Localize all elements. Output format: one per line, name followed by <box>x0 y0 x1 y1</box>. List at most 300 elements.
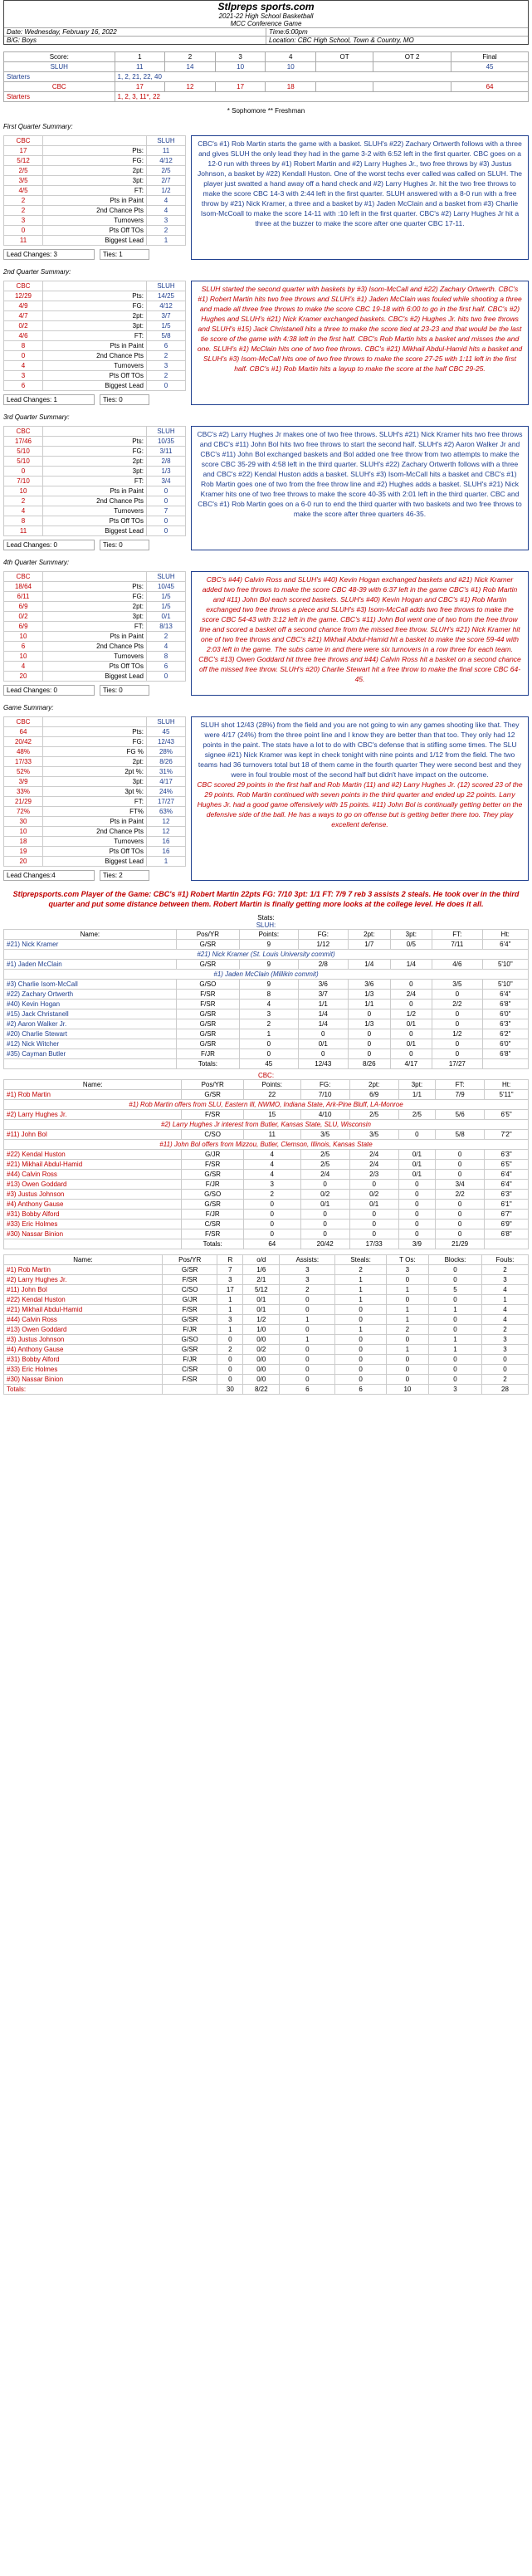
player-name: #22) Kendal Huston <box>4 1295 163 1305</box>
stat-cell: 1 <box>280 1335 335 1345</box>
game-header <box>3 0 529 45</box>
cbc-value: 2 <box>4 496 43 506</box>
stat-cell: G/SR <box>176 1029 239 1039</box>
quarter-row <box>4 381 186 391</box>
stat-cell: F/JR <box>176 1049 239 1059</box>
stat-label: Turnovers <box>43 652 147 662</box>
table-row <box>4 1009 529 1019</box>
quarter-row <box>4 196 186 206</box>
table-row <box>4 1315 529 1325</box>
quarter-row <box>4 777 186 787</box>
stat-cell: 0 <box>429 1355 482 1365</box>
quarter-row <box>4 622 186 632</box>
stat-cell: F/SR <box>162 1375 217 1385</box>
quarter-row <box>4 136 186 146</box>
sluh-value: SLUH <box>147 281 186 291</box>
lead-ties-row <box>3 685 186 696</box>
stats-header: FT: <box>432 930 483 940</box>
player-name: #21) Mikhail Abdul-Hamid <box>4 1160 182 1170</box>
stat-cell: 4 <box>243 1160 300 1170</box>
cbc-value: 10 <box>4 827 43 837</box>
stat-label: Pts in Paint <box>43 341 147 351</box>
stat-label <box>43 572 147 582</box>
stat-cell: 0/1 <box>398 1170 435 1180</box>
stat-cell: 0 <box>280 1295 335 1305</box>
stat-cell: G/SO <box>182 1190 244 1200</box>
quarter-row <box>4 847 186 857</box>
quarter-row <box>4 321 186 331</box>
stat-cell: F/SR <box>182 1160 244 1170</box>
quarter-row <box>4 662 186 672</box>
stat-cell: 0/1 <box>398 1160 435 1170</box>
stat-cell: F/JR <box>162 1355 217 1365</box>
stat-cell: 0 <box>349 1210 398 1220</box>
player-of-game: Stlprepsports.com Player of the Game: CBC's #1) Robert Martin 22pts FG: 7/10 3pt: 1/1 FT: 7/9 7 reb 3 assists 2 steals. He took over in the third quarter and put some distance between them. Robert Martin is finally getting more looks at the college level. He does it all. <box>12 890 520 908</box>
stat-label: Biggest Lead <box>43 381 147 391</box>
stat-cell: 0/1 <box>298 1039 349 1049</box>
stat-cell: 0 <box>335 1335 386 1345</box>
quarter-stats <box>3 135 186 260</box>
quarter-block <box>3 716 529 881</box>
cbc-value: CBC <box>4 572 43 582</box>
location-label: Location: CBC High School, Town & Country, MO <box>269 37 414 44</box>
player-name: #22) Kendal Huston <box>4 1150 182 1160</box>
stat-cell: 0 <box>217 1355 243 1365</box>
cbc-value: 21/29 <box>4 797 43 807</box>
quarter-recap <box>191 426 529 550</box>
stat-cell: 9 <box>240 960 298 970</box>
stat-cell: 3 <box>481 1335 528 1345</box>
stat-cell: 3 <box>481 1275 528 1285</box>
commit-note: #21) Nick Kramer (St. Louis University commit) <box>4 950 529 960</box>
table-row <box>4 1210 529 1220</box>
table-row <box>4 1335 529 1345</box>
sluh-value: 17/27 <box>147 797 186 807</box>
stat-cell <box>162 1385 217 1395</box>
totals-label: Totals: <box>182 1239 244 1249</box>
table-row <box>4 1110 529 1120</box>
stat-label: 2pt: <box>43 311 147 321</box>
stat-label <box>43 281 147 291</box>
table-row <box>4 1150 529 1160</box>
cbc-value: 2/5 <box>4 166 43 176</box>
table-row <box>4 1190 529 1200</box>
sluh-value: 0 <box>147 496 186 506</box>
stat-cell: 0 <box>398 1200 435 1210</box>
sluh-value: 28% <box>147 747 186 757</box>
stat-cell: G/SR <box>176 940 239 950</box>
stats-header: FG: <box>298 930 349 940</box>
stat-cell: 7/9 <box>436 1090 485 1100</box>
stat-label: Biggest Lead <box>43 526 147 536</box>
stat-cell: 0 <box>432 1019 483 1029</box>
stat-cell: 7/10 <box>300 1090 349 1100</box>
stat-cell: 6'7" <box>485 1210 529 1220</box>
score-cell: 64 <box>451 82 529 92</box>
stat-label: Pts in Paint <box>43 817 147 827</box>
stat-cell: 1 <box>386 1285 428 1295</box>
quarter-row <box>4 602 186 612</box>
stat-cell: 6'3" <box>485 1150 529 1160</box>
stats-header: FT: <box>436 1080 485 1090</box>
stat-cell: 6'5" <box>485 1160 529 1170</box>
quarter-row <box>4 797 186 807</box>
time-label: Time:6:00pm <box>269 28 308 36</box>
stat-cell: 0 <box>280 1375 335 1385</box>
table-row <box>4 1130 529 1140</box>
cbc-value: 4/9 <box>4 301 43 311</box>
table-row <box>4 1170 529 1180</box>
quarter-block <box>3 426 529 550</box>
lead-changes: Lead Changes: 3 <box>3 249 95 260</box>
quarter-row <box>4 351 186 361</box>
stat-cell: 0/0 <box>243 1335 280 1345</box>
score-cell: 10 <box>266 62 316 72</box>
score-cell: Final <box>451 52 529 62</box>
score-cell: 17 <box>215 82 266 92</box>
stat-cell: 0 <box>398 1130 435 1140</box>
stat-cell: 3 <box>429 1385 482 1395</box>
cbc-value: CBC <box>4 427 43 437</box>
player-name: #11) John Bol <box>4 1130 182 1140</box>
stats-header: 2pt: <box>349 1080 398 1090</box>
stat-cell: 2/5 <box>300 1150 349 1160</box>
stat-cell: 0 <box>398 1229 435 1239</box>
quarter-row <box>4 226 186 236</box>
stat-cell: 0 <box>217 1375 243 1385</box>
stat-cell: 0/1 <box>390 1019 432 1029</box>
stat-cell: 0 <box>436 1220 485 1229</box>
player-name: #30) Nassar Binion <box>4 1229 182 1239</box>
stat-label: Pts in Paint <box>43 632 147 642</box>
quarter-block <box>3 571 529 696</box>
stat-cell: 0 <box>349 1220 398 1229</box>
table-row <box>4 980 529 990</box>
stat-cell: F/JR <box>182 1180 244 1190</box>
stat-cell: 6'4" <box>485 1180 529 1190</box>
quarter-row <box>4 156 186 166</box>
recap-text: CBC's #44) Calvin Ross and SLUH's #40) Kevin Hogan exchanged baskets and #21) Nick Kramer added two free throws to make the score CBC 48-39 with 6:37 left in the game CBC's #1) Rob Martin and #11) John Bol each scored baskets. SLUH's #40) Kevin Hogan and CBC's #1) Rob Martin exchanged two free throws a piece and SLUH's #3) Isom-McCall adds two free throws to make the score CBC 54-43 with 3:12 left in the game. CBC's #11) John Bol went one of two from the free throw line and scored a basket off a second chance from the missed free throw. SLUH's #21) Nick Kramer hit one of two free throws and CBC's #21) Mikhail Abdul-Hamid hit a basket to make the score 59-44 with 2:03 left in the game. The subs came in and there were six turnovers in a row three for each team. CBC's #13) Owen Goddard hit three free throws and #44) Calvin Ross hit a basket on a second chance off the missed free throw. SLUH's #20) Charlie Stewart hit a free throw to make the final score CBC 64-45. <box>198 575 521 683</box>
stat-cell: 22 <box>243 1090 300 1100</box>
stat-cell: 21/29 <box>436 1239 485 1249</box>
table-row <box>4 1385 529 1395</box>
score-cell: Score: <box>4 52 115 62</box>
score-cell: OT <box>316 52 373 62</box>
score-cell: 3 <box>215 52 266 62</box>
stat-cell: 0 <box>429 1325 482 1335</box>
lead-changes: Lead Changes: 0 <box>3 685 95 696</box>
quarter-table <box>3 281 186 391</box>
stat-cell: 15 <box>243 1110 300 1120</box>
quarter-recap <box>191 571 529 696</box>
recap-text: CBC's #1) Rob Martin starts the game with a basket. SLUH's #22) Zachary Ortwerth follows with a three and gives SLUH the only lead they had in the game 3-2 with 6:52 left in the first quarter. CBC goes on a 12-0 run with threes by #1) Robert Martin and #2) Larry Hughes Jr., two free throws by #3) Justus Johnson, a basket by #22) Kendall Huston. One of the worst techs ever called was called on SLUH. The player just swatted a hand away off a hand check and #2) Larry Hughes Jr. hit the two free throws to make the score CBC 14-3 with 2:44 left in the first quarter. SLUH answered with a 8-0 run with a free throw by #21) Nick Kramer, a three and a basket by #1) Jaden McClain and a basket from #3) Charlie Isom-McCoall to make the score 14-11 with :10 left in the first quarter. CBC's #2) Larry Hughes Jr hit a three at the buzzer to make the score after one quarter CBC 17-11. <box>197 139 523 227</box>
stat-cell: 0 <box>217 1335 243 1345</box>
cbc-value: 10 <box>4 486 43 496</box>
score-cell: 45 <box>451 62 529 72</box>
stat-cell: 0/5 <box>390 940 432 950</box>
stats-header: 2pt: <box>349 930 391 940</box>
stat-cell: 5'11" <box>485 1090 529 1100</box>
score-cell: 14 <box>165 62 216 72</box>
sluh-value: 8 <box>147 652 186 662</box>
stat-cell: 0/1 <box>243 1305 280 1315</box>
stat-cell: 3/5 <box>349 1130 398 1140</box>
cbc-value: 17/33 <box>4 757 43 767</box>
player-name: #4) Anthony Gause <box>4 1345 163 1355</box>
quarter-row <box>4 652 186 662</box>
stat-cell: 6 <box>335 1385 386 1395</box>
stat-cell: 0 <box>335 1315 386 1325</box>
stat-cell: 1/4 <box>390 960 432 970</box>
sluh-value: 1/3 <box>147 467 186 477</box>
stat-cell: 2 <box>280 1285 335 1295</box>
table-row <box>4 1200 529 1210</box>
stat-cell: 5'10" <box>482 980 528 990</box>
table-row <box>4 1285 529 1295</box>
quarter-row <box>4 727 186 737</box>
table-row <box>4 1160 529 1170</box>
score-cell: 11 <box>115 62 165 72</box>
quarter-recap <box>191 135 529 260</box>
stat-label: FT% <box>43 807 147 817</box>
sluh-value: 4/12 <box>147 301 186 311</box>
stats-header: R <box>217 1255 243 1265</box>
stat-cell: 0 <box>335 1355 386 1365</box>
stat-cell: 2/1 <box>243 1275 280 1285</box>
quarter-row <box>4 807 186 817</box>
stat-cell: 5 <box>429 1285 482 1295</box>
stats-header: 3pt: <box>398 1080 435 1090</box>
stat-cell: 1/2 <box>243 1315 280 1325</box>
player-name: #31) Bobby Alford <box>4 1210 182 1220</box>
stat-cell: 2/5 <box>398 1110 435 1120</box>
player-name: #3) Charlie Isom-McCall <box>4 980 177 990</box>
stat-cell: 5/12 <box>243 1285 280 1295</box>
stats-header-row <box>4 1255 529 1265</box>
table-row <box>4 960 529 970</box>
stat-cell: 1/4 <box>298 1009 349 1019</box>
table-row <box>4 1039 529 1049</box>
stat-cell: 0 <box>240 1049 298 1059</box>
stat-label: 3pt: <box>43 777 147 787</box>
stat-cell: 6'8" <box>482 1000 528 1009</box>
quarter-row <box>4 447 186 457</box>
stat-cell: 1 <box>429 1305 482 1315</box>
stats-header: o/d <box>243 1255 280 1265</box>
stat-cell: 0 <box>432 990 483 1000</box>
stat-cell: 0 <box>390 1000 432 1009</box>
stat-cell: 1 <box>429 1335 482 1345</box>
stat-label: Turnovers <box>43 361 147 371</box>
sluh-value: 0 <box>147 526 186 536</box>
stat-cell: 4/10 <box>300 1110 349 1120</box>
stat-cell: 1 <box>335 1325 386 1335</box>
stat-cell: 0 <box>280 1355 335 1365</box>
quarter-row <box>4 166 186 176</box>
quarter-row <box>4 572 186 582</box>
sluh-value: 14/25 <box>147 291 186 301</box>
table-row <box>4 1059 529 1069</box>
stat-label: 2pt %: <box>43 767 147 777</box>
stat-cell: 7'2" <box>485 1130 529 1140</box>
stat-cell <box>4 1239 182 1249</box>
cbc-value: 64 <box>4 727 43 737</box>
stat-cell: G/SR <box>176 1039 239 1049</box>
stat-cell: 9 <box>240 940 298 950</box>
player-name: #44) Calvin Ross <box>4 1315 163 1325</box>
stat-cell: 64 <box>243 1239 300 1249</box>
stat-cell: 1/12 <box>298 940 349 950</box>
player-name: #33) Eric Holmes <box>4 1365 163 1375</box>
player-name: #20) Charlie Stewart <box>4 1029 177 1039</box>
table-row <box>4 1000 529 1009</box>
stat-cell: 2 <box>243 1190 300 1200</box>
stat-cell: C/SO <box>182 1130 244 1140</box>
stat-label: FG: <box>43 156 147 166</box>
cbc-value: 6 <box>4 381 43 391</box>
sluh-value: 11 <box>147 146 186 156</box>
stat-cell: 4 <box>243 1170 300 1180</box>
cbc-value: 10 <box>4 632 43 642</box>
stat-cell: 0/2 <box>300 1190 349 1200</box>
table-row <box>4 1239 529 1249</box>
quarter-row <box>4 592 186 602</box>
stat-cell: 3/5 <box>300 1130 349 1140</box>
stat-label: Turnovers <box>43 216 147 226</box>
stats-header: Pos/YR <box>162 1255 217 1265</box>
sluh-value: 1 <box>147 236 186 246</box>
sluh-value: 0 <box>147 672 186 682</box>
stats-header: FG: <box>300 1080 349 1090</box>
stat-cell: 1 <box>335 1275 386 1285</box>
quarter-row <box>4 857 186 867</box>
stat-cell: 0 <box>390 980 432 990</box>
cbc-value: CBC <box>4 281 43 291</box>
cbc-value: 0 <box>4 226 43 236</box>
stat-cell: 9 <box>240 980 298 990</box>
stat-cell: 0 <box>217 1365 243 1375</box>
stats-header: Name: <box>4 1080 182 1090</box>
table-row <box>4 1305 529 1315</box>
stat-cell: 0/1 <box>349 1200 398 1210</box>
player-name: #1) Rob Martin <box>4 1090 182 1100</box>
stat-cell: 1/4 <box>298 1019 349 1029</box>
stat-label: 3pt: <box>43 612 147 622</box>
quarter-table <box>3 426 186 536</box>
stat-cell <box>482 1059 528 1069</box>
cbc-value: 52% <box>4 767 43 777</box>
stat-cell: 2/2 <box>436 1190 485 1200</box>
stat-cell: 28 <box>481 1385 528 1395</box>
stats-header: T Os: <box>386 1255 428 1265</box>
sluh-value: 1/5 <box>147 602 186 612</box>
cbc-value: 3/5 <box>4 176 43 186</box>
stat-cell: 0/2 <box>349 1190 398 1200</box>
commit-note: #1) Rob Martin offers from SLU, Eastern Ill, NWMO, Indiana State, Ark-Pine Bluff, LA-Monroe <box>4 1100 529 1110</box>
sluh-value: 2 <box>147 351 186 361</box>
stat-cell: 17/27 <box>432 1059 483 1069</box>
table-row <box>4 1345 529 1355</box>
stat-cell: 1 <box>335 1295 386 1305</box>
sluh-value: 8/26 <box>147 757 186 767</box>
stat-label: Pts Off TOs <box>43 516 147 526</box>
cbc-value: 7/10 <box>4 477 43 486</box>
stat-label: Pts: <box>43 146 147 156</box>
cbc-value: 48% <box>4 747 43 757</box>
stat-cell: 2/8 <box>298 960 349 970</box>
class-legend: * Sophomore ** Freshman <box>227 107 305 115</box>
stat-cell: 0 <box>436 1150 485 1160</box>
ties: Ties: 2 <box>100 870 149 881</box>
quarter-stats <box>3 571 186 696</box>
sluh-value: 4/17 <box>147 777 186 787</box>
ties: Ties: 0 <box>100 540 149 550</box>
stat-label: FT: <box>43 331 147 341</box>
stat-cell: 3/7 <box>298 990 349 1000</box>
cbc-rebound-table <box>3 1254 529 1395</box>
quarter-row <box>4 371 186 381</box>
cbc-value: 8 <box>4 516 43 526</box>
score-cell: 4 <box>266 52 316 62</box>
player-name: #3) Justus Johnson <box>4 1335 163 1345</box>
sluh-value: 12 <box>147 817 186 827</box>
stat-cell: 0 <box>386 1335 428 1345</box>
sluh-value: 1 <box>147 857 186 867</box>
sluh-value: 3/7 <box>147 311 186 321</box>
stat-cell: C/SR <box>162 1365 217 1375</box>
score-cell <box>316 62 373 72</box>
ties: Ties: 0 <box>100 685 149 696</box>
stat-cell: 0 <box>386 1365 428 1375</box>
quarter-row <box>4 526 186 536</box>
cbc-value: CBC <box>4 717 43 727</box>
player-name: #4) Anthony Gause <box>4 1200 182 1210</box>
cbc-value: 4/6 <box>4 331 43 341</box>
stat-cell: F/SR <box>176 1000 239 1009</box>
stat-cell: 0 <box>243 1220 300 1229</box>
stat-cell: 6'5" <box>485 1110 529 1120</box>
score-cell <box>373 82 451 92</box>
quarter-block <box>3 135 529 260</box>
stat-label: FT: <box>43 622 147 632</box>
stat-cell: F/JR <box>162 1325 217 1335</box>
sluh-value: 0 <box>147 516 186 526</box>
stat-cell: 0 <box>436 1210 485 1220</box>
stat-cell: 0 <box>349 1229 398 1239</box>
sluh-stats-table <box>3 929 529 1069</box>
stat-cell: 6'4" <box>482 940 528 950</box>
sluh-value: SLUH <box>147 572 186 582</box>
starters-label: Starters <box>4 72 115 82</box>
stat-cell: 2 <box>481 1375 528 1385</box>
stat-label: FG % <box>43 747 147 757</box>
sluh-value: 1/5 <box>147 592 186 602</box>
sluh-value: 7 <box>147 506 186 516</box>
stat-cell: 2/5 <box>349 1110 398 1120</box>
cbc-starters: 1, 2, 3, 11*, 22 <box>115 92 528 102</box>
stat-cell: 1/6 <box>243 1265 280 1275</box>
recap-text: SLUH started the second quarter with baskets by #3) Isom-McCall and #22) Zachary Ortwerth. CBC's #1) Robert Martin hits two free throws and SLUH's #1) Jaden McClain was fouled while shooting a three and made all three free throws to make the score CBC 19-18 with 6:00 to go in the first half. CBC's #2) Hughes and SLUH's #21) Nick Kramer exchanged baskets. CBC's #2) Hughes Jr. hits two free throws and SLUH's #15) Jack Christanell hits a three to make the score tied at 23-23 and that would be the last tie score of the game with 4:38 left in the first half. CBC's Rob Martin hits a basket and misses the and one. SLUH's #1) McClain hits one of two free throws. CBC's #21) Mikhail Abdul-Hamid hits a basket and SLUH's #3) Isom-McCall hits one of two free throws to make the score 27-25 with 1:11 left in the first half. CBC's #1) Rob Martin hits a layup to make the score at the half CBC 29-25. <box>197 285 523 373</box>
table-row <box>4 1049 529 1059</box>
stat-cell: 0/0 <box>243 1355 280 1365</box>
stat-cell: 0 <box>335 1375 386 1385</box>
stat-cell: 6'3" <box>482 1019 528 1029</box>
table-row <box>4 1325 529 1335</box>
stat-cell: 45 <box>240 1059 298 1069</box>
lead-changes: Lead Changes:4 <box>3 870 95 881</box>
quarter-stats <box>3 716 186 881</box>
cbc-value: 6/9 <box>4 602 43 612</box>
